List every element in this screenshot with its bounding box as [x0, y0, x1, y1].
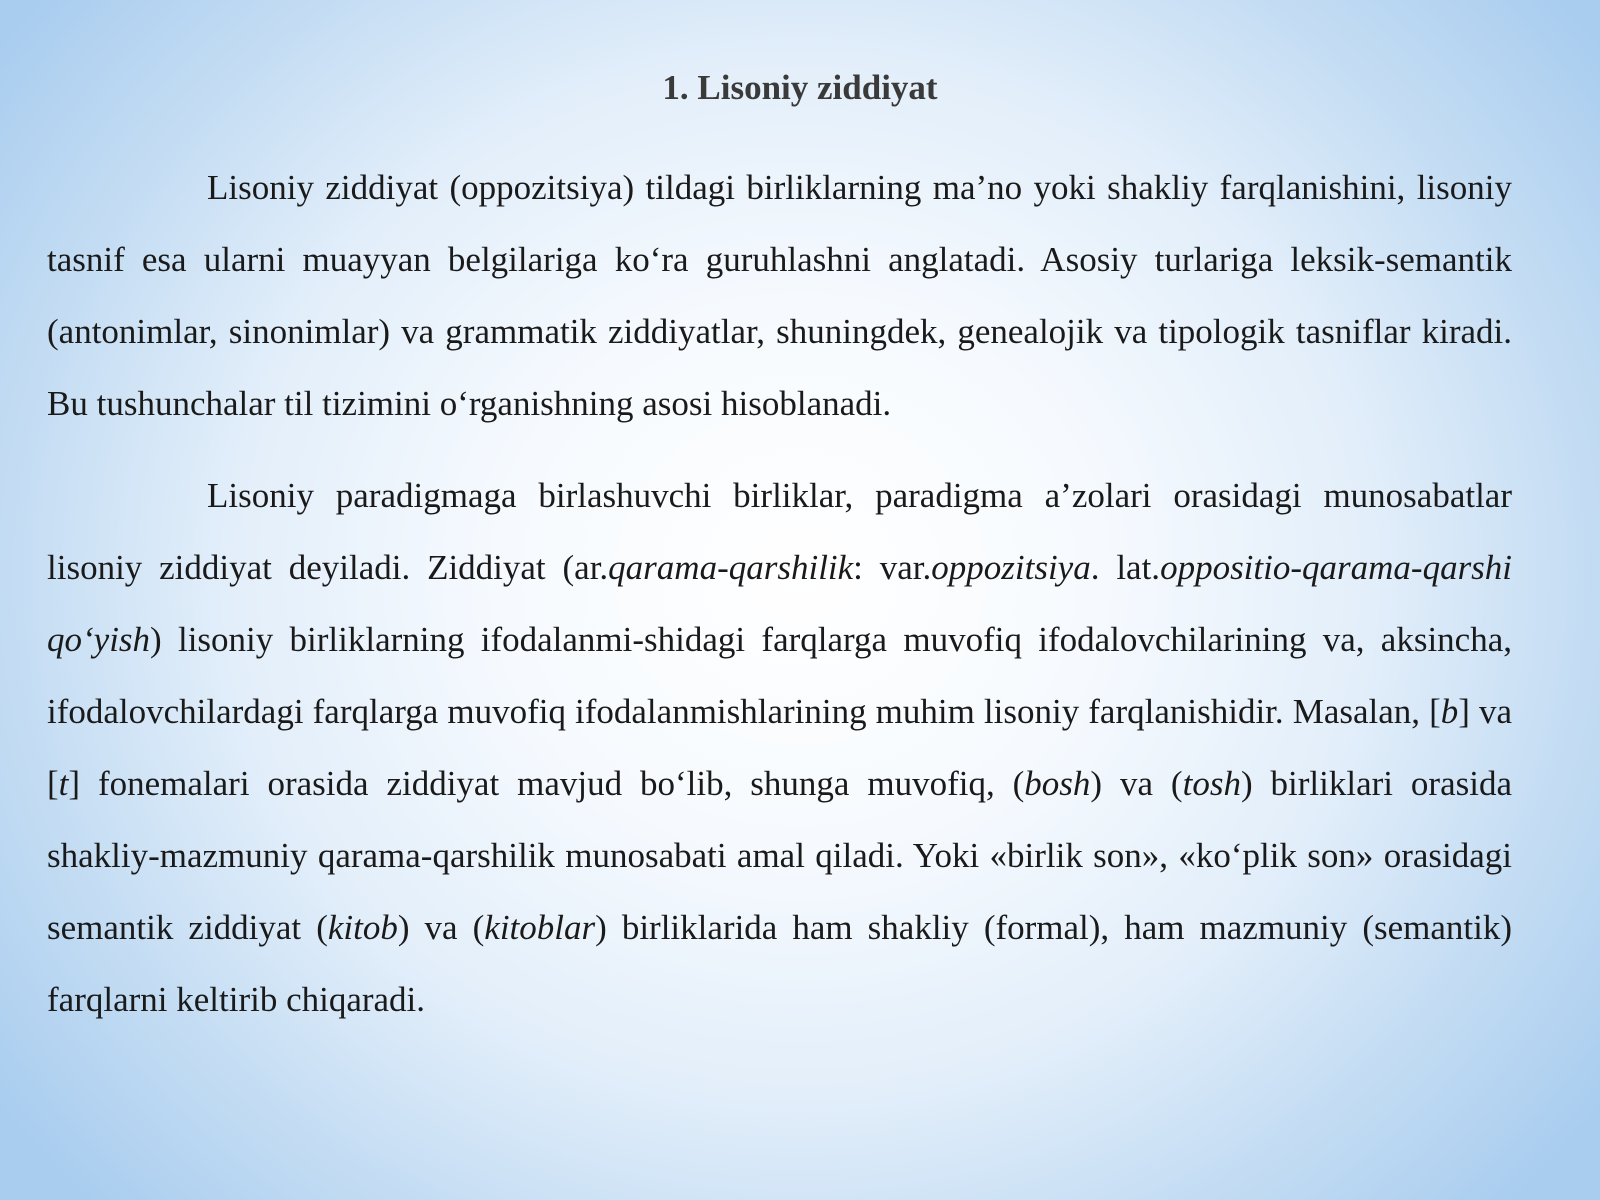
- text-run: . lat.: [1090, 548, 1161, 587]
- paragraph-1: Lisoniy ziddiyat (oppozitsiya) tildagi birliklarning ma’no yoki shakliy farqlanishini, lisoniy tasnif esa ularni muayyan belgilariga ko‘ra guruhlashni anglatadi. Asosiy turlariga leksik-semantik (antonimlar, sinonimlar) va grammatik ziddiyatlar, shuningdek, genealojik va tipologik tasniflar kiradi. Bu tushunchalar til tizimini o‘rganishning asosi hisoblanadi.: [47, 168, 1512, 423]
- text-run: ) birliklarida ham shakliy (formal), ham mazmuniy (semantik) farqlarni keltirib chiqaradi.: [47, 908, 1512, 1019]
- text-run: ) lisoniy birliklarning ifodalanmi-shidagi farqlarga muvofiq ifodalovchilarining va, aksincha, ifodalovchilardagi farqlarga muvofiq ifodalanmishlarining muhim lisoniy farqlanishidir. Masalan, [: [47, 620, 1512, 731]
- italic-term: qarama-qarshilik: [608, 548, 854, 587]
- text-run: ) va (: [397, 908, 485, 947]
- slide-title: 1. Lisoniy ziddiyat: [662, 68, 938, 107]
- text-run: : var.: [853, 548, 932, 587]
- text-run: ) va (: [1090, 764, 1183, 803]
- italic-term: b: [1440, 692, 1459, 731]
- text-run: ] va [: [47, 692, 1513, 803]
- slide-body: [47, 152, 1512, 1036]
- italic-term: oppozitsiya: [931, 548, 1091, 587]
- text-run: ] fonemalari orasida ziddiyat mavjud bo‘lib, shunga muvofiq, (: [68, 764, 1025, 803]
- italic-term: bosh: [1024, 764, 1091, 803]
- italic-term: kitoblar: [484, 908, 596, 947]
- italic-term: tosh: [1182, 764, 1241, 803]
- text-run: Lisoniy paradigmaga birlashuvchi birliklar, paradigma a’zolari orasidagi munosabatlar lisoniy ziddiyat deyiladi. Ziddiyat (ar.: [47, 476, 1512, 587]
- italic-term: oppositio-qarama-qarshi qo‘yish: [47, 548, 1513, 659]
- text-run: ) birliklari orasida shakliy-mazmuniy qarama-qarshilik munosabati amal qiladi. Yoki «birlik son», «ko‘plik son» orasidagi semantik ziddiyat (: [47, 764, 1512, 947]
- italic-term: kitob: [327, 908, 398, 947]
- italic-term: t: [58, 764, 69, 803]
- paragraph-2: [47, 460, 1512, 1036]
